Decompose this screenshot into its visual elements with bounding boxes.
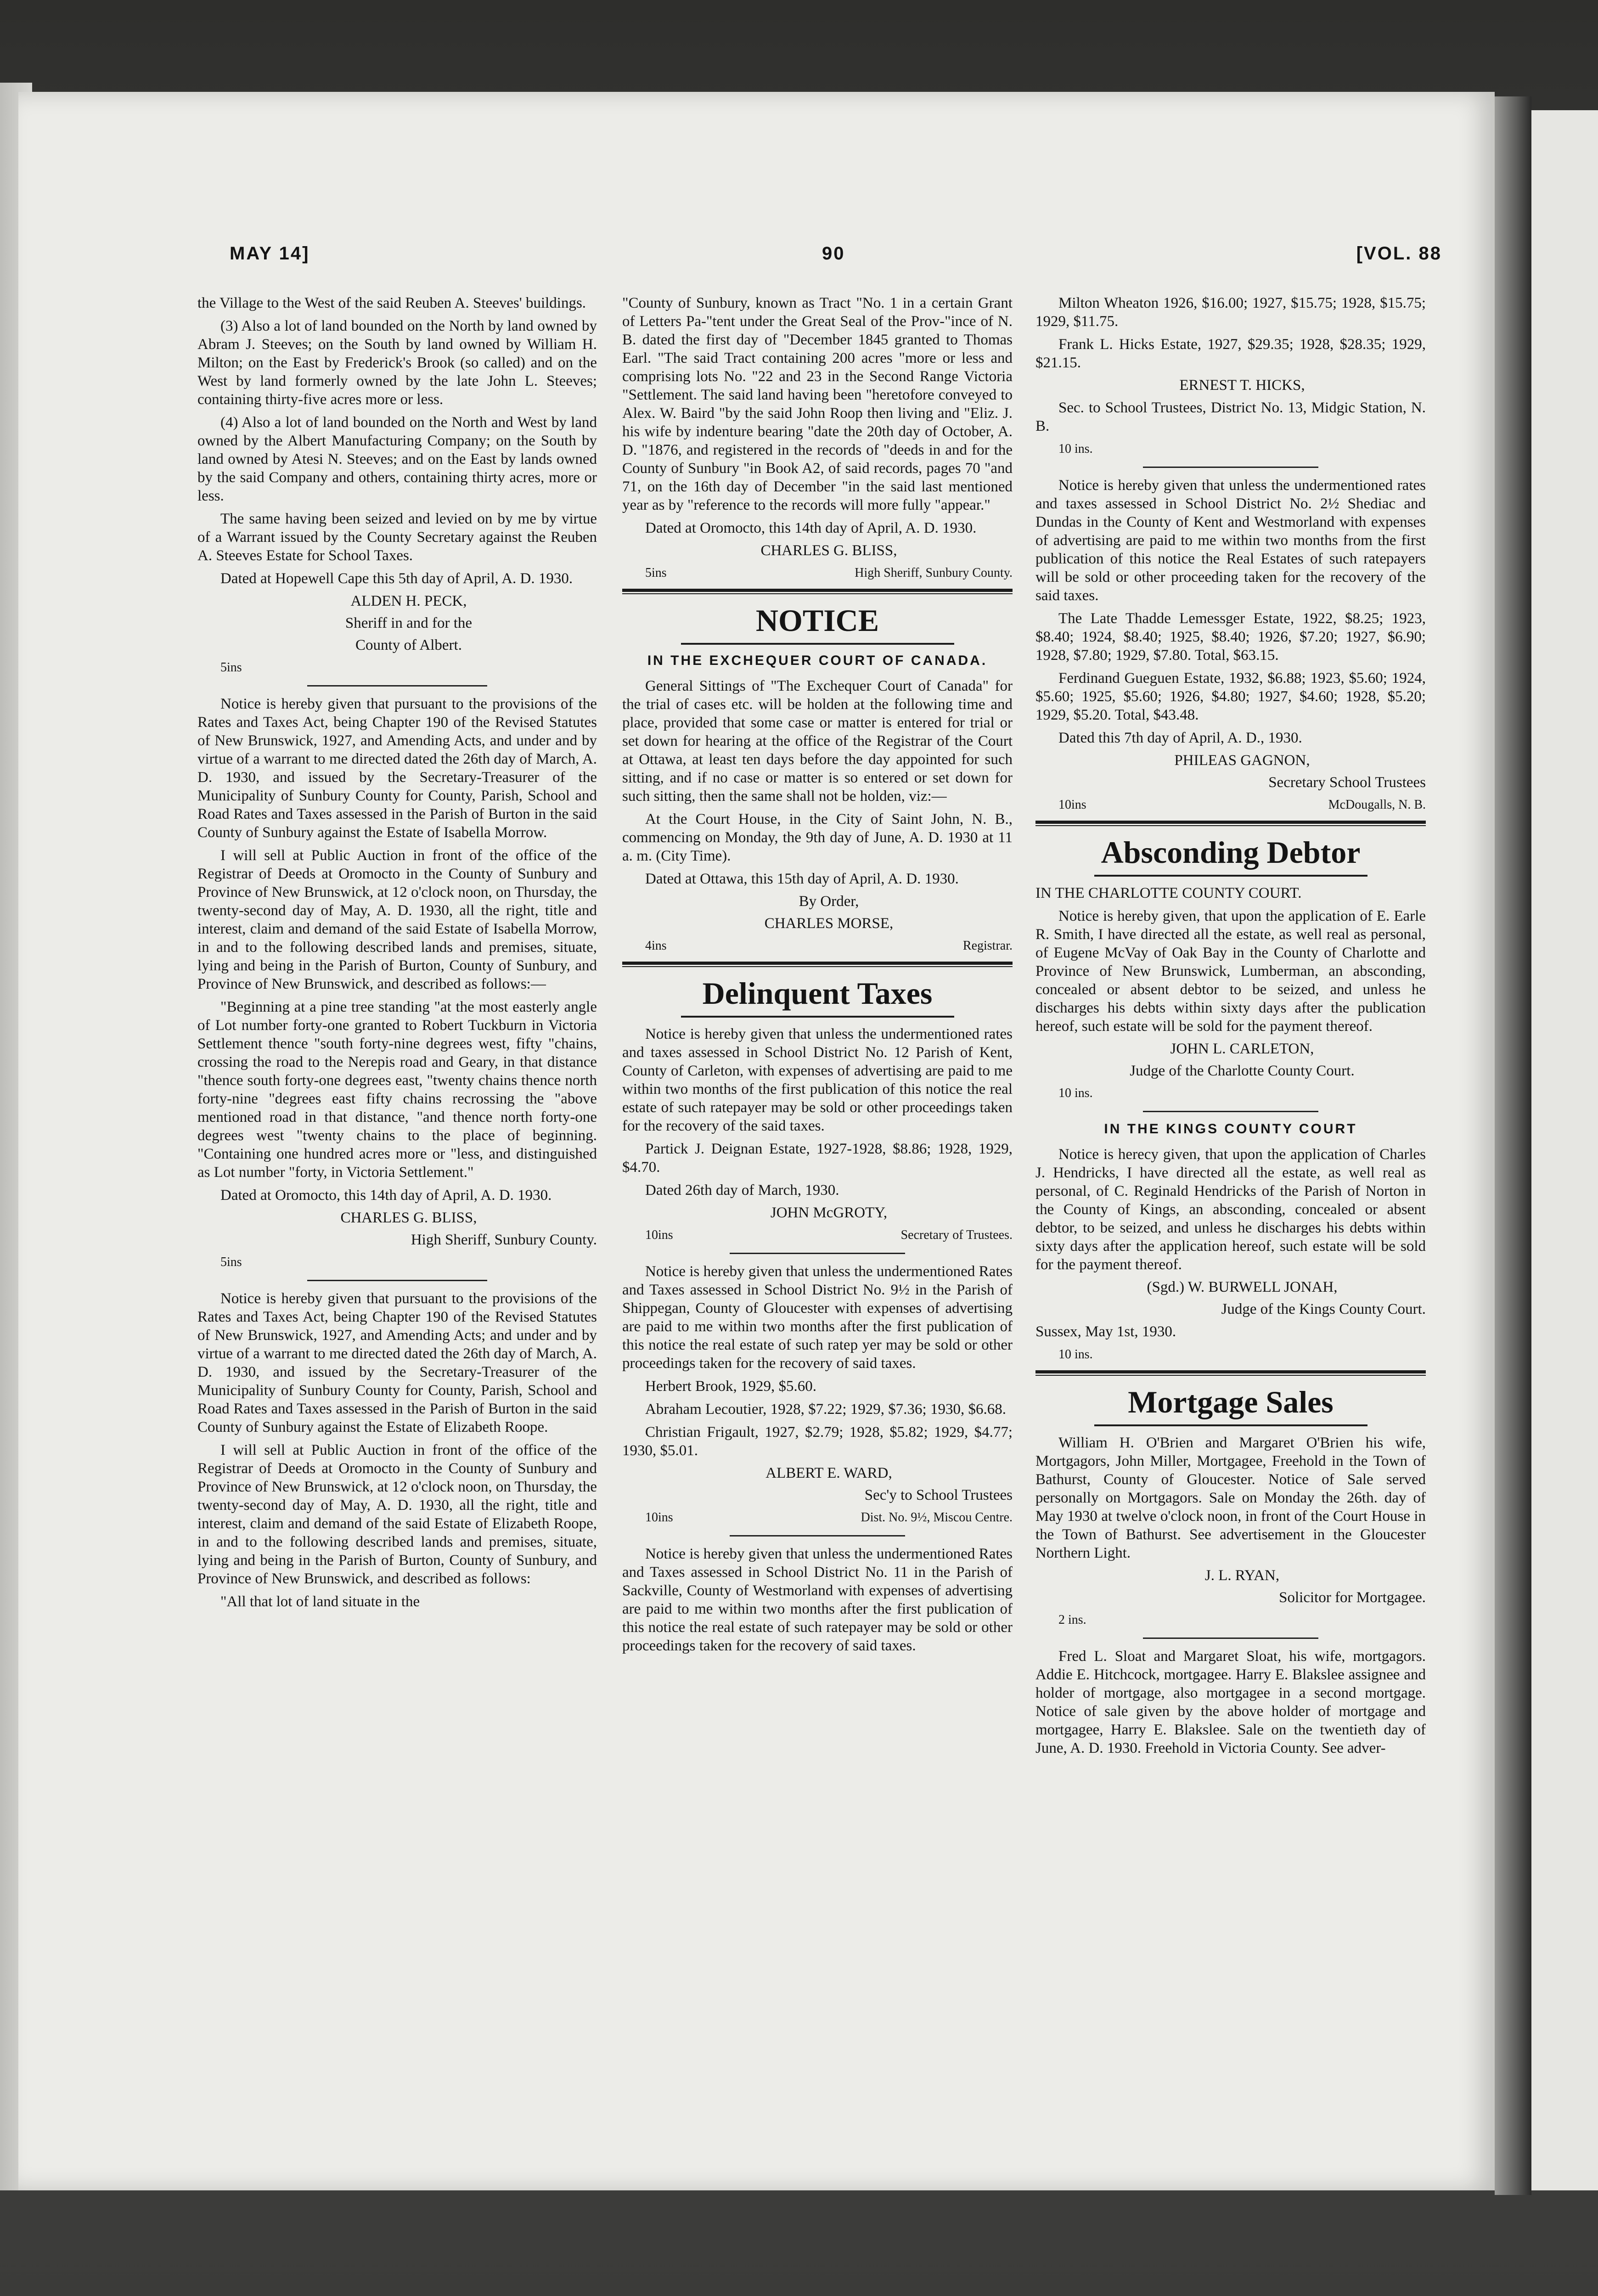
signature-name: (Sgd.) W. BURWELL JONAH, [1147, 1279, 1338, 1295]
paragraph: The Late Thadde Lemessger Estate, 1922, $8.25; 1923, $8.40; 1924, $8.40; 1925, $8.40; 1926, $7.20; 1927, $6.90; 1928, $7.80; 1929, $7.80. Total, $63.15. [1035, 610, 1426, 664]
paragraph: Abraham Lecoutier, 1928, $7.22; 1929, $7.36; 1930, $6.68. [645, 1401, 1006, 1418]
column-left [197, 294, 597, 2020]
header-date: MAY 14] [230, 243, 310, 264]
insertion-count [1035, 796, 1426, 814]
signature-date: Sussex, May 1st, 1930. [1035, 1323, 1176, 1340]
paragraph: Dated at Ottawa, this 15th day of April, A. D. 1930. [645, 871, 959, 887]
signature-title: County of Albert. [355, 637, 462, 653]
signature-name: J. L. RYAN, [1204, 1567, 1280, 1584]
insertion-count [622, 564, 1013, 582]
signature-title: Sec'y to School Trustees [864, 1487, 1013, 1503]
paragraph: Dated 26th day of March, 1930. [645, 1182, 839, 1199]
insertion-count-label: 10ins [645, 1228, 673, 1242]
insertion-count-label: 4ins [645, 939, 667, 953]
insertion-count: 10 ins. [1058, 1347, 1093, 1362]
signature-title: High Sheriff, Sunbury County. [411, 1232, 597, 1248]
page-number: 90 [822, 243, 845, 264]
divider [1143, 1111, 1319, 1112]
signature-place: McDougalls, N. B. [1328, 798, 1426, 812]
signature-name: ALBERT E. WARD, [765, 1465, 892, 1481]
paragraph: Dated this 7th day of April, A. D., 1930. [1058, 730, 1302, 746]
paragraph: Dated at Oromocto, this 14th day of April, A. D. 1930. [645, 520, 977, 536]
signature-title: Secretary School Trustees [1268, 774, 1426, 791]
divider [730, 1253, 906, 1254]
paragraph: "Beginning at a pine tree standing "at the most easterly angle of Lot number forty-one granted to Robert Tuckburn in Victoria Settlement thence "south forty-nine degrees west, fifty "chains, crossing the road to the Nerepis road and Geary, in that distance "thence south forty-one degrees east, "twenty chains thence north forty-nine "degrees east fifty chains recrossing the "above mentioned road in that distance, "and thence north forty-one degrees west "twenty chains to the place of beginning. "Containing one hundred acres more or "less, and distinguished as Lot number "forty, in Victoria Settlement." [197, 999, 597, 1181]
paragraph: General Sittings of "The Exchequer Court of Canada" for the trial of cases etc. will be holden at the following time and place, provided that some case or matter is entered for trial or set down for hearing at the office of the Registrar of the Court at Ottawa, at least ten days before the day appointed for such sitting, and if no case or matter is so entered or set down for such sitting, then the same shall not be holden, viz:— [622, 678, 1013, 805]
insertion-count: 10 ins. [1058, 1086, 1093, 1100]
paragraph: Notice is herecy given, that upon the application of Charles J. Hendricks, I have directed all the estate, as well real as personal, of C. Reginald Hendricks of the Parish of Norton in the County of Kings, an absconding, concealed or absent debtor, to be seized, and unless he discharges his debts within sixty days after the application hereof, such estate will be sold for the payment thereof. [1035, 1146, 1426, 1273]
column-right [1035, 294, 1426, 2020]
insertion-count: 10 ins. [1058, 442, 1093, 456]
paragraph: Herbert Brook, 1929, $5.60. [645, 1378, 817, 1395]
signature-title: Registrar. [962, 939, 1013, 953]
insertion-count-label: 5ins [645, 566, 667, 580]
heading-underline [681, 643, 954, 645]
paragraph: Fred L. Sloat and Margaret Sloat, his wife, mortgagors. Addie E. Hitchcock, mortgagee. Harry E. Blakslee assignee and holder of mortgage, also mortgagee in a second mortgage. Notice of sale given by the above holder of mortgage and mortgagee, Harry E. Blakslee. Sale on the twentieth day of June, A. D. 1930. Freehold in Victoria County. See adver- [1035, 1648, 1426, 1756]
signature-title: Solicitor for Mortgagee. [1279, 1589, 1426, 1606]
section-heading: Mortgage Sales [1128, 1384, 1334, 1419]
section-heading: Delinquent Taxes [702, 976, 933, 1011]
book-gutter [1495, 96, 1531, 2195]
paragraph: Notice is hereby given that unless the undermentioned Rates and Taxes assessed in School District No. 9½ in the Parish of Shippegan, County of Gloucester with expenses of advertising are paid to me within two months after the first publication of this notice the real estate of such ratep yer may be sold or other proceedings taken for the recovery of said taxes. [622, 1263, 1013, 1372]
paragraph: Dated at Oromocto, this 14th day of April, A. D. 1930. [220, 1187, 552, 1204]
paragraph: I will sell at Public Auction in front of the office of the Registrar of Deeds at Oromocto in the County of Sunbury and Province of New Brunswick, at 12 o'clock noon, on Thursday, the twenty-second day of May, A. D. 1930, all the right, title and interest, claim and demand of the said Estate of Elizabeth Roope, in and to the following described lands and premises, situate, lying and being in the Parish of Burton, County of Sunbury, and Province of New Brunswick, and described as follows: [197, 1442, 597, 1587]
heading-underline [681, 1016, 954, 1018]
page-header [230, 243, 1442, 271]
paragraph: At the Court House, in the City of Saint John, N. B., commencing on Monday, the 9th day of June, A. D. 1930 at 11 a. m. (City Time). [622, 811, 1013, 864]
next-page-edge [1531, 110, 1598, 2190]
court-name: IN THE CHARLOTTE COUNTY COURT. [1035, 885, 1302, 901]
insertion-count-label: 10ins [1058, 798, 1086, 812]
heading-underline [1094, 1424, 1367, 1426]
heading-underline [1094, 875, 1367, 877]
divider [1143, 1638, 1319, 1639]
signature-name: PHILEAS GAGNON, [1174, 752, 1310, 769]
paragraph: Notice is hereby given that pursuant to the provisions of the Rates and Taxes Act, being Chapter 190 of the Revised Statutes of New Brunswick, 1927, and Amending Acts; and under and by virtue of a warrant to me directed dated the 26th day of March, A. D. 1930, and issued by the Secretary-Treasurer of the Municipality of Sunbury County for County, Parish, School and Road Rates and Taxes assessed in the Parish of Burton in the said County of Sunbury against the Estate of Elizabeth Roope. [197, 1290, 597, 1435]
divider [307, 685, 487, 687]
signature-name: CHARLES MORSE, [764, 915, 894, 932]
paragraph: Frank L. Hicks Estate, 1927, $29.35; 1928, $28.35; 1929, $21.15. [1035, 336, 1426, 371]
paragraph: The same having been seized and levied on by me by virtue of a Warrant issued by the County Secretary against the Reuben A. Steeves Estate for School Taxes. [197, 511, 597, 564]
paragraph: Dated at Hopewell Cape this 5th day of April, A. D. 1930. [220, 570, 573, 587]
section-rule [1035, 821, 1426, 826]
signature-name: JOHN L. CARLETON, [1170, 1041, 1314, 1057]
signature-name: ERNEST T. HICKS, [1179, 377, 1305, 394]
signature-name: CHARLES G. BLISS, [760, 542, 897, 559]
signature-name: CHARLES G. BLISS, [340, 1210, 477, 1226]
paragraph: Notice is hereby given that unless the undermentioned Rates and Taxes assessed in School District No. 11 in the Parish of Sackville, County of Westmorland with expenses of advertising are paid to me within two months after the first publication of this notice the real estate of such ratepayer may be sold or other proceedings taken for the recovery of said taxes. [622, 1546, 1013, 1654]
insertion-count [622, 937, 1013, 955]
insertion-count-label: 10ins [645, 1510, 673, 1525]
section-heading: Absconding Debtor [1101, 835, 1361, 870]
insertion-count [622, 1508, 1013, 1527]
paragraph: Notice is hereby given, that upon the application of E. Earle R. Smith, I have directed all the estate, as well real as personal, of Eugene McVay of Oak Bay in the County of Charlotte and Province of New Brunswick, Lumberman, an absconding, concealed or absent debtor to be seized, and unless he discharges his debts within sixty days after the publication hereof, such estate will be sold for the payment thereof. [1035, 908, 1426, 1035]
section-heading: NOTICE [755, 603, 879, 638]
section-rule [1035, 1370, 1426, 1376]
paragraph: Christian Frigault, 1927, $2.79; 1928, $5.82; 1929, $4.77; 1930, $5.01. [622, 1424, 1013, 1459]
signature-name: JOHN McGROTY, [770, 1204, 888, 1221]
insertion-count: 5ins [220, 660, 242, 675]
court-subheading: IN THE KINGS COUNTY COURT [1104, 1121, 1357, 1137]
insertion-count: 2 ins. [1058, 1613, 1086, 1627]
signature-title: Judge of the Kings County Court. [1221, 1301, 1426, 1317]
signature-title: Sheriff in and for the [345, 615, 473, 631]
signature-by: By Order, [799, 893, 859, 910]
paragraph: the Village to the West of the said Reuben A. Steeves' buildings. [197, 295, 586, 311]
paragraph: I will sell at Public Auction in front of the office of the Registrar of Deeds at Oromocto in the County of Sunbury and Province of New Brunswick, at 12 o'clock noon, on Thursday, the twenty-second day of May, A. D. 1930, all the right, title and interest, claim and demand of the said Estate of Isabella Morrow, in and to the following described lands and premises, situate, lying and being in the Parish of Burton, County of Sunbury, and Province of New Brunswick, and described as follows:— [197, 847, 597, 992]
header-volume: [VOL. 88 [1356, 243, 1442, 264]
signature-title: High Sheriff, Sunbury County. [855, 566, 1013, 580]
section-rule [622, 962, 1013, 967]
paragraph: (3) Also a lot of land bounded on the North by land owned by Abram J. Steeves; on the South by land owned by William H. Milton; on the East by Frederick's Brook (so called) and on the West by land formerly owned by the late John L. Steeves; containing thirty-five acres more or less. [197, 318, 597, 408]
paragraph: William H. O'Brien and Margaret O'Brien his wife, Mortgagors, John Miller, Mortgagee, Freehold in the Town of Bathurst, County of Gloucester. Notice of Sale served personally on Mortgagors. Sale on Monday the 26th. day of May 1930 at twelve o'clock noon, in front of the Court House in the Town of Bathurst. See advertisement in the Gloucester Northern Light. [1035, 1435, 1426, 1561]
divider [1143, 467, 1319, 468]
signature-district: Dist. No. 9½, Miscou Centre. [861, 1510, 1013, 1525]
paragraph: "County of Sunbury, known as Tract "No. 1 in a certain Grant of Letters Pa-"tent under the Great Seal of the Prov-"ince of N. B. dated the first day of "December 1845 granted to Thomas Earl. "The said Tract containing 200 acres "more or less and comprising lots No. "22 and 23 in the Second Range Victoria "Settlement. The said land having been "heretofore conveyed to Alex. W. Baird "by the said John Roop then living and "Eliz. J. his wife by indenture bearing "date the 20th day of October, A. D. "1876, and registered in the records of "deeds in and for the County of Sunbury "in Book A2, of said records, pages 70 "and 71, on the 16th day of December "in the said last mentioned year as by "reference to the records will more fully "appear." [622, 295, 1013, 513]
signature-title: Sec. to School Trustees, District No. 13, Midgic Station, N. B. [1035, 400, 1426, 434]
paragraph: Ferdinand Gueguen Estate, 1932, $6.88; 1923, $5.60; 1924, $5.60; 1925, $5.60; 1926, $4.80; 1927, $4.60; 1928, $5.20; 1929, $5.20. Total, $43.48. [1035, 670, 1426, 723]
section-rule [622, 589, 1013, 594]
divider [730, 1535, 906, 1536]
court-subheading: IN THE EXCHEQUER COURT OF CANADA. [647, 653, 988, 668]
insertion-count [622, 1226, 1013, 1244]
insertion-count: 5ins [220, 1255, 242, 1269]
signature-title: Secretary of Trustees. [900, 1228, 1013, 1242]
paragraph: Notice is hereby given that pursuant to the provisions of the Rates and Taxes Act, being Chapter 190 of the Revised Statutes of New Brunswick, 1927, and Amending Acts, and under and by virtue of a warrant to me directed dated the 26th day of March, A. D. 1930, and issued by the Secretary-Treasurer of the Municipality of Sunbury County for County, Parish, School and Road Rates and Taxes assessed in the Parish of Burton in the said County of Sunbury against the Estate of Isabella Morrow. [197, 696, 597, 841]
paragraph: Milton Wheaton 1926, $16.00; 1927, $15.75; 1928, $15.75; 1929, $11.75. [1035, 295, 1426, 330]
paragraph: Notice is hereby given that unless the undermentioned rates and taxes assessed in School District No. 12 Parish of Kent, County of Carleton, with expenses of advertising are paid to me within two months of the first publication of this notice the real estate of such ratepayer may be sold or other proceedings taken for the recovery of the said taxes. [622, 1026, 1013, 1134]
paragraph: Partick J. Deignan Estate, 1927-1928, $8.86; 1928, 1929, $4.70. [622, 1141, 1013, 1176]
signature-name: ALDEN H. PECK, [350, 593, 467, 609]
signature-title: Judge of the Charlotte County Court. [1130, 1063, 1355, 1079]
divider [307, 1280, 487, 1281]
paragraph: Notice is hereby given that unless the undermentioned rates and taxes assessed in School District No. 2½ Shediac and Dundas in the County of Kent and Westmorland with expenses of advertising are paid to me within two months from the first publication of this notice the Real Estates of such ratepayers will be sold or other proceeding taken for the recovery of the said taxes. [1035, 477, 1426, 604]
paragraph: (4) Also a lot of land bounded on the North and West by land owned by the Albert Manufacturing Company; on the South by land owned by Atesi N. Steeves; and on the East by lands owned by the said Company and others, containing thirty acres, more or less. [197, 414, 597, 504]
column-middle [622, 294, 1013, 2020]
paragraph: "All that lot of land situate in the [220, 1593, 420, 1610]
